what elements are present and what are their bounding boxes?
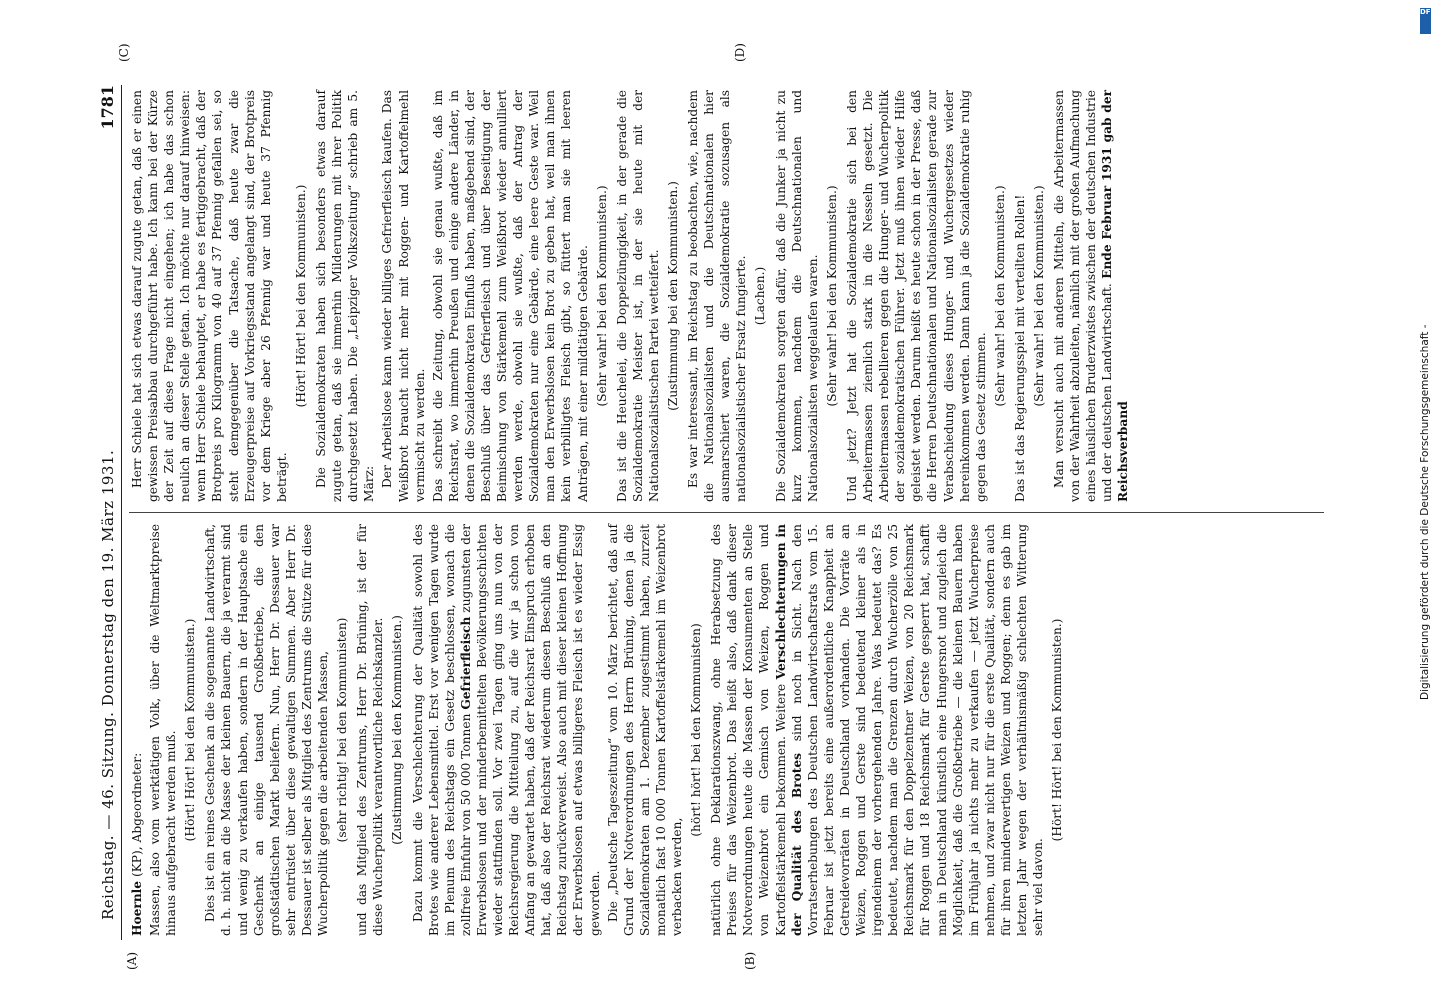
- page-number: 1781: [98, 85, 117, 130]
- paragraph: Und jetzt? Jetzt hat die Sozialdemokratie sich bei den Arbeitermassen ziemlich stark in die Nesseln gesetzt. Die Arbeitermassen rebellieren gegen die Hunger- und Wucherpolitik der sozialdemokratischen Führer. Jetzt muß ihnen wieder Hilfe geleistet werden. Darum heißt es heute schon in der Presse, daß die Herren Deutschnationalen und Nationalsozialisten gerade zur Verabschiedung dieses Hunger- und Wuchergesetzes wieder hereinkommen werden. Dann kann ja die Sozialdemokratie ruhig gegen das Gesetz stimmen.: [844, 90, 988, 502]
- margin-marker-b: (B): [743, 951, 757, 970]
- running-header: [95, 85, 122, 940]
- interjection: (hört! hört! bei den Kommunisten): [689, 623, 704, 837]
- running-title: Reichstag. — 46. Sitzung. Donnerstag den 19. März 1931.: [99, 449, 117, 920]
- paragraph: [410, 524, 603, 936]
- document-page: [95, 43, 1335, 970]
- interjection: (Sehr wahr! bei den Kommunisten.): [992, 185, 1007, 407]
- margin-marker-c: (C): [117, 43, 131, 62]
- paragraph: [1051, 90, 1131, 502]
- interjection: (sehr richtig! bei den Kommunisten): [335, 617, 350, 843]
- interjection: (Sehr wahr! bei den Kommunisten.): [1031, 185, 1046, 407]
- interjection: (Zustimmung bei den Kommunisten.): [666, 181, 680, 411]
- paragraph: Massen, also vom werktätigen Volk, über die Weltmarktpreise hinaus aufgebracht werden muß.: [148, 524, 179, 936]
- paragraph: Die Sozialdemokraten sorgten dafür, daß die Junker ja nicht zu kurz kommen, nachdem die Deutschnationalen und Nationalsozialisten weggelaufen waren.: [773, 90, 820, 502]
- speaker-name: Hoernle: [130, 880, 144, 936]
- interjection: (Sehr wahr! bei den Kommunisten.): [594, 185, 609, 407]
- interjection: (Hört! Hört! bei den Kommunisten.): [1050, 618, 1065, 842]
- paragraph: Das ist das Regierungsspiel mit verteilten Rollen!: [1012, 194, 1027, 502]
- interjection: (Zustimmung bei den Kommunisten.): [390, 615, 405, 845]
- interjection: (Hört! Hört! bei den Kommunisten.): [293, 184, 308, 408]
- paragraph: Herr Schiele hat sich etwas darauf zugute getan, daß er einen gewissen Preisabbau durchgeführt habe. Ich kann bei der Kürze der Zeit auf diese Frage nicht eingehen; ich habe das schon neulich an dieser Stelle getan. Ich möchte nur darauf hinweisen: wenn Herr Schiele behauptet, er habe es fertiggebracht, daß der Brotpreis pro Kilogramm von 40 auf 37 Pfennig gefallen sei, so steht demgegenüber die Tatsache, daß heute zwar die Erzeugerpreise auf Vorkriegsstand angelangt sind, der Brotpreis vor dem Kriege aber 26 Pfennig war und heute 37 Pfennig beträgt.: [130, 90, 289, 502]
- paragraph: [708, 524, 1046, 936]
- emphasis-text: Ende Februar 1931 gab der Reichsverband: [1100, 90, 1131, 502]
- emphasis-text: Gefrierfleisch: [458, 616, 473, 710]
- emphasis-text: Verschlechterungen in der Qualität des Brotes: [773, 523, 804, 936]
- paragraph: Das schreibt die Zeitung, obwohl sie genau wußte, daß im Reichsrat, wo immerhin Preußen und einige andere Länder, in denen die Sozialdemokraten Einfluß haben, maßgebend sind, der Beschluß über das Gefrierfleisch und über Beseitigung der Beimischung von Stärkemehl zum Weißbrot wieder annulliert werden werde, obwohl sie wußte, daß der Antrag der Sozialdemokraten nur eine Gebärde, eine leere Geste war. Weil man den Erwerbslosen kein Brot zu geben hat, weil man ihnen kein verbilligtes Fleisch gibt, so füttert man sie mit leeren Anträgen, mit einer mildtätigen Gebärde.: [430, 90, 590, 502]
- digitization-note: Digitalisierung gefördert durch die Deutsche Forschungsgemeinschaft -: [1419, 324, 1431, 700]
- margin-marker-d: (D): [733, 43, 747, 62]
- right-column: [129, 90, 1329, 502]
- interjection: (Hört! Hört! bei den Kommunisten.): [183, 618, 198, 842]
- quotation: Der Arbeitslose kann wieder billiges Gefrierfleisch kaufen. Das Weißbrot braucht nicht mehr mit Roggen- und Kartoffelmehl vermischt zu werden.: [380, 90, 427, 502]
- paragraph-text: Dazu kommt die Verschlechterung der Qualität sowohl des Brotes wie anderer Lebensmittel. Erst vor wenigen Tagen wurde im Plenum des Reichstags ein Gesetz beschlossen, wonach die zollfreie Einfuhr von 50 000 Tonnen: [410, 524, 473, 936]
- paragraph: Es war interessant, im Reichstag zu beobachten, wie, nachdem die Nationalsozialisten und die Deutschnationalen hier ausmarschiert waren, die Sozialdemokratie sozusagen als nationalsozialistischer Ersatz fungierte.: [686, 90, 749, 502]
- paragraph: Das ist die Heuchelei, die Doppelzüngigkeit, in der gerade die Sozialdemokratie Meister ist, in der sie heute mit der Nationalsozialistischen Partei wetteifert.: [614, 90, 661, 502]
- paragraph-text: Man versucht auch mit anderen Mitteln, die Arbeitermassen von der Wahrheit abzuleiten, nämlich mit der großen Aufmachung eines häuslichen Bruderzwistes zwischen der deutschen Industrie und der deutschen Landwirtschaft.: [1052, 90, 1115, 502]
- paragraph-text: zugunsten der Erwerbslosen und der minderbemittelten Bevölkerungsschichten wieder stattfinden soll. Vor zwei Tagen ging uns nun von der Reichsregierung die Mitteilung zu, auf die wir ja schon von Anfang an gewartet haben, daß der Reichsrat Einspruch erhoben hat, daß also der Reichsrat wiederum diesen Beschluß an den Reichstag zurückverweist. Also auch mit dieser kleinen Hoffnung der Erwerbslosen auf etwas billigeres Fleisch ist es wieder Essig geworden.: [458, 524, 602, 936]
- paragraph-text: sind noch in Sicht. Nach den Vorratserhebungen des Deutschen Landwirtschaftsrats vom 15. Februar ist jetzt bereits eine außerordentliche Knappheit an Getreidevorräten in Deutschland vorhanden. Die Vorräte an Weizen, Roggen und Gerste sind bedeutend kleiner als in irgendeinem der vorhergehenden Jahre. Was bedeutet das? Es bedeutet, nachdem man die Grenzen durch Wucherzölle von 25 Reichsmark für den Doppelzentner Weizen, von 20 Reichsmark für Roggen und 18 Reichsmark für Gerste gesperrt hat, schafft man in Deutschland künstlich eine Hungersnot und zugleich die Möglichkeit, daß die Großbetriebe — die kleinen Bauern haben im Frühjahr ja nichts mehr zu verkaufen — jetzt Wucherpreise nehmen, und zwar nicht nur für die erste Qualität, sondern auch für ihren minderwertigen Weizen und Roggen; denn es gab im letzten Jahr wegen der verhältnismäßig schlechten Witterung sehr viel davon.: [789, 524, 1046, 936]
- paragraph: und das Mitglied des Zentrums, Herr Dr. Brüning, ist der für diese Wucherpolitik verantwortliche Reichskanzler.: [355, 524, 386, 936]
- speaker-affiliation: (KP), Abgeordneter:: [130, 752, 144, 881]
- margin-marker-a: (A): [125, 951, 139, 970]
- paragraph: Die Sozialdemokraten haben sich besonders etwas darauf zugute getan, daß sie immerhin Milderungen mit ihrer Politik durchgesetzt haben. Die „Leipziger Volkszeitung“ schrieb am 5. März:: [314, 90, 377, 502]
- interjection: (Lachen.): [753, 266, 768, 326]
- dfg-logo: DFG: [1420, 8, 1431, 34]
- column-divider: [129, 512, 1324, 513]
- paragraph-text: natürlich ohne Deklarationszwang, ohne Herabsetzung des Preises für das Weizenbrot. Das heißt also, daß dank dieser Notverordnungen heute die Massen der Konsumenten an Stelle von Weizenbrot ein Gemisch von Weizen, Roggen und Kartoffelstärkemehl bekommen. Weitere: [709, 524, 788, 936]
- left-column: [129, 524, 1329, 936]
- interjection: (Sehr wahr! bei den Kommunisten.): [824, 185, 839, 407]
- paragraph: Die „Deutsche Tageszeitung“ vom 10. März berichtet, daß auf Grund der Notverordnungen des Herrn Brüning, denen ja die Sozialdemokraten am 1. Dezember zugestimmt haben, zurzeit monatlich fast 10 000 Tonnen Kartoffelstärkemehl im Weizenbrot verbacken werden,: [605, 524, 684, 936]
- paragraph: Dies ist ein reines Geschenk an die sogenannte Landwirtschaft, d. h. nicht an die Masse der kleinen Bauern, die ja verarmt sind und wenig zu verkaufen haben, sondern in der Hauptsache ein Geschenk an einige tausend Großbetriebe, die den großstädtischen Markt beliefern. Nun, Herr Dr. Dessauer war sehr entrüstet über diese gewaltigen Summen. Aber Herr Dr. Dessauer ist selber als Mitglied des Zentrums die Stütze für diese Wucherpolitik gegen die arbeitenden Massen,: [203, 524, 331, 936]
- speaker-line: [129, 524, 145, 936]
